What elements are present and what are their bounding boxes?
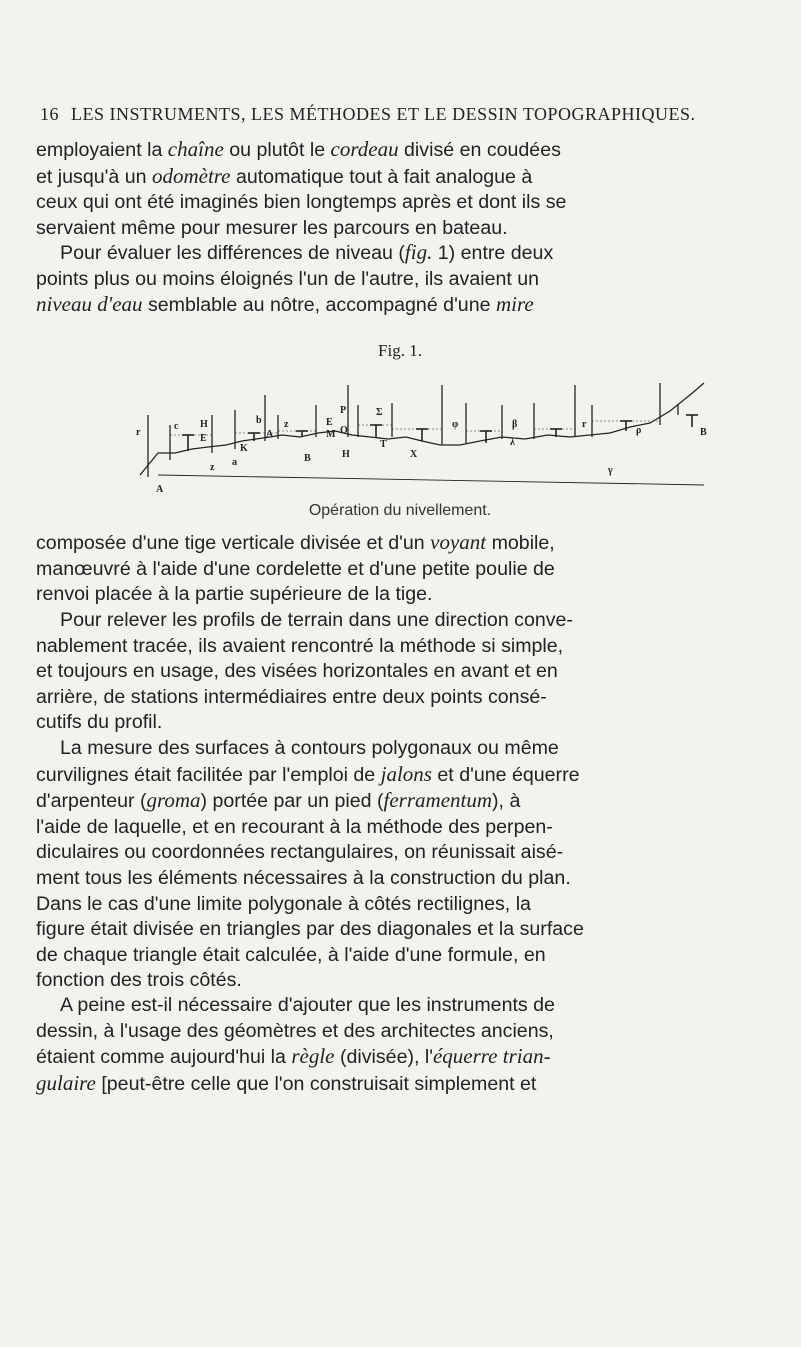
figure-letter: β xyxy=(512,419,518,430)
figure-label: Fig. 1. xyxy=(378,341,422,360)
term-mire: mire xyxy=(495,292,534,317)
term-jalons: jalons xyxy=(380,761,432,786)
paragraph-3: composée d'une tige verticale divisée et d'un voyant mobile, manœuvré à l'aide d'une cordelette et d'une petite poulie de renvoi placée à la partie supérieure de la tige. xyxy=(36,530,555,606)
term-chaine: chaîne xyxy=(167,137,224,161)
figure-letter: r xyxy=(136,427,141,438)
page-number: 16 xyxy=(40,104,59,124)
paragraph-1: employaient la chaîne ou plutôt le cordeau divisé en coudées et jusqu'à un odomètre automatique tout à fait analogue à ceux qui ont été imaginés bien longtemps après et dont ils se servaient même pour mesurer les parcours en bateau. xyxy=(36,137,567,239)
term-groma: groma xyxy=(146,788,201,813)
figure-letter: H xyxy=(200,419,208,430)
figure-letter: z xyxy=(210,462,215,473)
staves xyxy=(148,383,678,477)
figure-letter: φ xyxy=(452,419,459,430)
figure-letter: z xyxy=(284,419,289,430)
term-regle: règle xyxy=(291,1044,335,1069)
figure-letter: E xyxy=(326,417,333,428)
term-equerre: équerre trian- xyxy=(432,1044,551,1069)
term-ferramentum: ferramentum xyxy=(383,788,493,813)
figure-letter: ρ xyxy=(636,425,642,436)
figure-letter: M xyxy=(326,429,336,440)
paragraph-4: Pour relever les profils de terrain dans une direction conve- nablement tracée, ils avaient rencontré la méthode si simple, et toujours en usage, des visées horizontales en avant et en arrière, de stations intermédiaires entre deux points consé- cutifs du profil. xyxy=(36,609,573,734)
figure-letter: P xyxy=(340,405,347,416)
figure-letter: A xyxy=(266,429,274,440)
figure-letter: K xyxy=(240,443,248,454)
paragraph-2: Pour évaluer les différences de niveau (fig. 1) entre deux points plus ou moins éloignés l'un de l'autre, ils avaient un niveau d'eau semblable au nôtre, accompagné d'une mire xyxy=(36,240,554,317)
figure-letter: γ xyxy=(608,465,613,476)
figure-letter: H xyxy=(342,449,350,460)
figure-letter: r xyxy=(582,419,587,430)
term-voyant: voyant xyxy=(430,530,487,554)
paragraph-5: La mesure des surfaces à contours polygonaux ou même curvilignes était facilitée par l'emploi de jalons et d'une équerre d'arpenteur (groma) portée par un pied (ferramentum), à l'aide de laquelle, et en recourant à la méthode des perpen- diculaires ou coordonnées rectangulaires, on réunissait aisé- ment tous les éléments nécessaires à la construction du plan. Dans le cas d'une limite polygonale à côtés rectilignes, la figure était divisée en triangles par des diagonales et la surface de chaque triangle était calculée, à l'aide d'une formule, en fonction des trois côtés. xyxy=(36,737,584,992)
paragraph-6: A peine est-il nécessaire d'ajouter que les instruments de dessin, à l'usage des géomètres et des architectes anciens, étaient comme aujourd'hui la règle (divisée), l'équerre trian- gulaire [peut-être celle que l'on construisait simplement et xyxy=(36,994,555,1095)
figure-letter: X xyxy=(410,449,418,460)
ground-line xyxy=(158,475,704,485)
figure-letter: E xyxy=(200,433,207,444)
term-niveau-d-eau: niveau d'eau xyxy=(36,292,143,317)
levelling-figure xyxy=(130,365,710,495)
figure-letter: λ xyxy=(510,437,515,448)
figure-letter: Σ xyxy=(376,407,383,418)
figure-caption: Opération du nivellement. xyxy=(308,502,492,519)
figure-letter: O xyxy=(340,425,348,436)
sight-lines xyxy=(170,421,660,435)
figure-letter: b xyxy=(256,415,262,426)
running-head xyxy=(40,104,740,125)
figure-letter: B xyxy=(304,453,311,464)
figure-letter: A xyxy=(156,484,164,495)
term-odometre: odomètre xyxy=(151,163,231,188)
running-title: LES INSTRUMENTS, LES MÉTHODES ET LE DESSIN TOPOGRAPHIQUES. xyxy=(71,104,696,124)
figure-letter: c xyxy=(174,421,179,432)
figure-letter: B xyxy=(700,427,707,438)
figure-letter: a xyxy=(232,457,237,468)
term-cordeau: cordeau xyxy=(330,137,399,161)
figure-letter: T xyxy=(380,439,387,450)
